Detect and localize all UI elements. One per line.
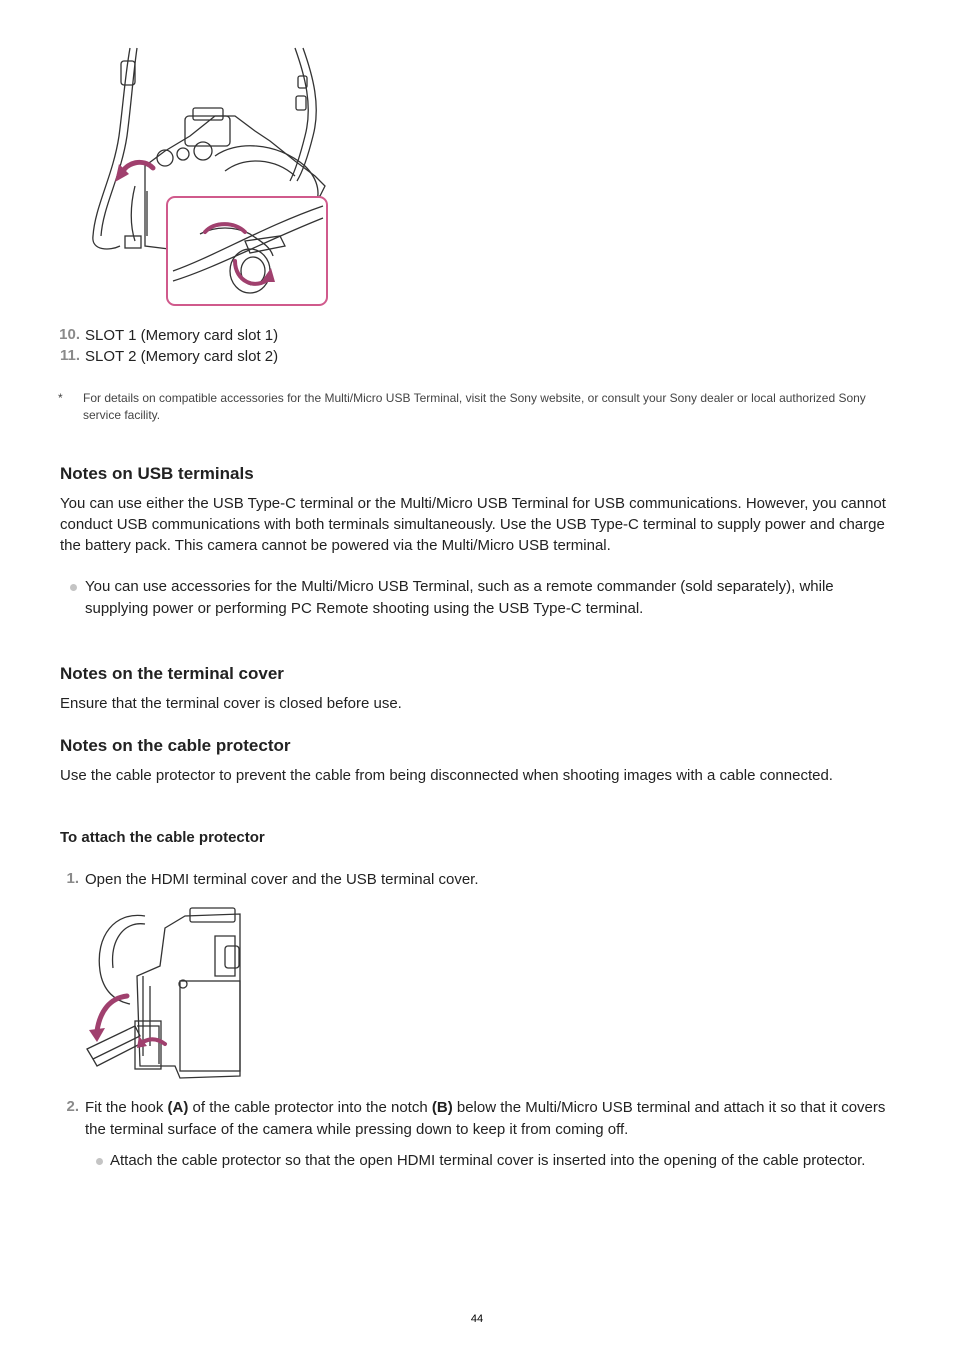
page-number: 44 <box>470 1313 484 1325</box>
bullet-icon <box>70 584 77 591</box>
list-number: 10. <box>59 326 80 343</box>
usb-notes-heading: Notes on USB terminals <box>60 464 254 483</box>
label-a: (A) <box>167 1099 189 1116</box>
step-number: 1. <box>66 870 79 887</box>
cable-protector-heading: Notes on the cable protector <box>60 736 291 755</box>
step-text-part: below the Multi/Micro USB terminal and attach it so that it covers the terminal surface of the camera while pressing down to keep it from coming off. <box>85 1099 886 1138</box>
footnote-marker: * <box>58 391 63 405</box>
footnote-text: For details on compatible accessories for the Multi/Micro USB Terminal, visit the Sony website, or consult your Sony dealer or local authorized Sony service facility. <box>83 391 866 422</box>
list-number: 11. <box>59 347 80 364</box>
step-text-part: Fit the hook <box>85 1099 168 1116</box>
step-text: Open the HDMI terminal cover and the USB terminal cover. <box>85 871 479 888</box>
bullet-icon <box>96 1158 103 1165</box>
terminal-cover-paragraph: Ensure that the terminal cover is closed before use. <box>60 695 402 712</box>
usb-notes-bullet: You can use accessories for the Multi/Micro USB Terminal, such as a remote commander (sold separately), while supplying power or performing PC Remote shooting using the USB Type-C terminal. <box>85 578 834 617</box>
label-b: (B) <box>431 1099 453 1116</box>
list-item-text: SLOT 2 (Memory card slot 2) <box>85 348 279 365</box>
step2-bullet: Attach the cable protector so that the open HDMI terminal cover is inserted into the opening of the cable protector. <box>110 1152 866 1169</box>
step-number: 2. <box>66 1098 79 1115</box>
terminal-cover-heading: Notes on the terminal cover <box>60 664 284 683</box>
usb-notes-paragraph: You can use either the USB Type-C terminal or the Multi/Micro USB Terminal for USB communications. However, you cannot conduct USB communications with both terminals simultaneously. Use the USB Type-C terminal to supply power and charge the battery pack. This camera cannot be powered via the Multi/Micro USB terminal. <box>60 495 886 554</box>
camera-cover-illustration <box>85 906 245 1081</box>
cable-protector-paragraph: Use the cable protector to prevent the cable from being disconnected when shooting images with a cable connected. <box>60 767 833 784</box>
camera-strap-illustration <box>85 46 345 308</box>
attach-heading: To attach the cable protector <box>60 829 265 846</box>
step-text-part: of the cable protector into the notch <box>188 1099 432 1116</box>
step-text <box>85 1097 895 1141</box>
list-item-text: SLOT 1 (Memory card slot 1) <box>85 327 279 344</box>
